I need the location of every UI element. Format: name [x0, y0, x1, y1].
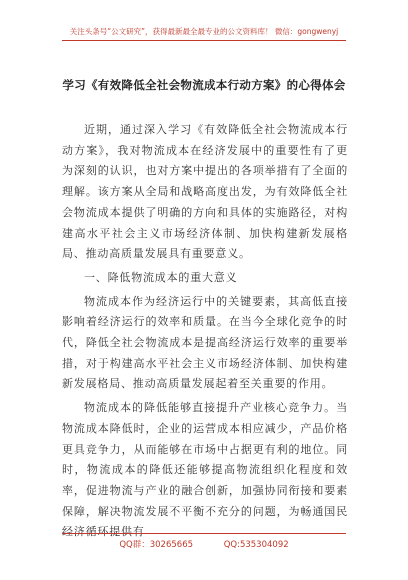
paragraph-competitiveness: 物流成本的降低能够直接提升产业核心竞争力。当物流成本降低时，企业的运营成本相应减少，产品价格更具竞争力，从而能够在市场中占据更有利的地位。同时，物流成本的降低还能够提高物流组织化程度和效率，促进物流与产业的融合创新，加强协同衔接和要素保障，解决物流发展不平衡不充分的问题，为畅通国民经济循环提供有 [62, 401, 348, 539]
document-title: 学习《有效降低全社会物流成本行动方案》的心得体会 [62, 78, 346, 92]
header-banner [0, 0, 408, 58]
document-body [62, 120, 348, 546]
header-note: 关注头条号“公文研究”，获得最新最全最专业的公文资料库！ 微信：gongwenyj [69, 27, 339, 36]
footer-divider [62, 533, 346, 534]
footer-qq: QQ:535304092 [223, 540, 289, 550]
section-heading: 一、降低物流成本的重大意义 [84, 270, 238, 284]
footer [0, 538, 408, 550]
paragraph-intro: 近期，通过深入学习《有效降低全社会物流成本行动方案》，我对物流成本在经济发展中的重要性有了更为深刻的认识，也对方案中提出的各项举措有了全面的理解。该方案从全局和战略高度出发，为有效降低全社会物流成本提供了明确的方向和具体的实施路径，对构建高水平社会主义市场经济体制、加快构建新发展格局、推动高质量发展具有重要意义。 [62, 123, 348, 261]
paragraph-significance: 物流成本作为经济运行中的关键要素，其高低直接影响着经济运行的效率和质量。在当今全球化竞争的时代，降低全社会物流成本是提高经济运行效率的重要举措，对于构建高水平社会主义市场经济体制、加快构建新发展格局、推动高质量发展起着至关重要的作用。 [62, 294, 348, 391]
header-divider [62, 40, 346, 41]
footer-qq-group: QQ群：30265665 [119, 540, 194, 550]
